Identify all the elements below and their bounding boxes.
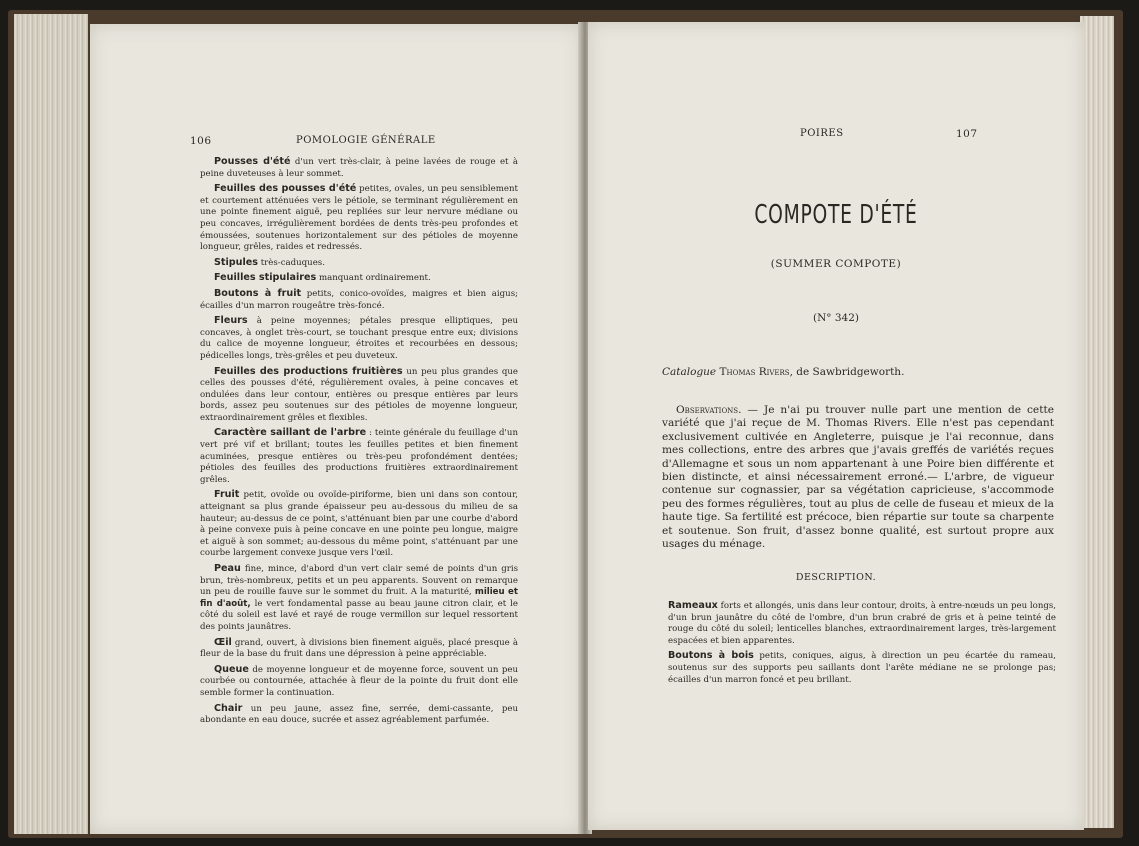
paragraph: Stipules très-caduques.	[214, 256, 325, 268]
paragraph: Boutons à bois petits, coniques, aigus, à direction un peu écartée du rameau, soutenus sur des supports peu saillants dont l'arête médiane ne se prolonge pas; écailles d'un marron foncé et peu brillant.	[668, 650, 1057, 685]
catalogue-reference: Catalogue Thomas Rivers, de Sawbridgeworth.	[662, 366, 905, 378]
right-page	[588, 22, 1084, 830]
paragraph: Caractère saillant de l'arbre : teinte générale du feuillage d'un vert pré vif et brillant; toutes les feuilles petites et bien finement acuminées, presque entières ou très-peu profondément dentées; pétioles des feuilles des productions fruitières extraordinairement grêles.	[200, 427, 518, 485]
variety-title: COMPOTE D'ÉTÉ	[754, 200, 918, 230]
observations-paragraph: Observations. — Je n'ai pu trouver nulle part une mention de cette variété que j'ai reçue de M. Thomas Rivers. Elle n'est pas cependant exclusivement cultivée en Angleterre, puisque je l'ai reconnue, dans mes collections, entre des arbres que j'avais greffés de variétés reçues d'Allemagne et sous un nom appartenant à une Poire bien différente et bien distincte, et ainsi nécessairement erroné.— L'arbre, de vigueur contenue sur cognassier, par sa végétation capricieuse, s'accommode peu des formes régulières, tout au plus de celle de fuseau et mieux de la haute tige. Sa fertilité est précoce, bien répartie sur toute sa charpente et soutenue. Son fruit, d'assez bonne qualité, est surtout propre aux usages du ménage.	[662, 404, 1054, 551]
paragraph: Feuilles stipulaires manquant ordinairement.	[214, 272, 431, 284]
paragraph: Feuilles des pousses d'été petites, ovales, un peu sensiblement et courtement atténuées vers le pétiole, se terminant régulièrement en une pointe finement aiguë, peu repliées sur leur nervure médiane ou peu concaves, irrégulièrement bordées de dents très-peu profondes et émoussées, soutenues horizontalement sur des pétioles de moyenne longueur, grêles, raides et redressés.	[200, 183, 518, 253]
paragraph: Pousses d'été d'un vert très-clair, à peine lavées de rouge et à peine duveteuses à leur sommet.	[200, 156, 518, 179]
description-text	[668, 600, 1056, 689]
description-heading: DESCRIPTION.	[795, 572, 877, 583]
left-body-text	[200, 156, 518, 730]
paragraph: Rameaux forts et allongés, unis dans leur contour, droits, à entre-nœuds un peu longs, d'un brun jaunâtre du côté de l'ombre, d'un brun crabré de gris et à peine teinté de rouge du côté du soleil; lenticelles blanches, extraordinairement larges, très-largement espacées et bien apparentes.	[668, 600, 1056, 646]
variety-number: (N° 342)	[812, 312, 859, 324]
paragraph: Fleurs à peine moyennes; pétales presque elliptiques, peu concaves, à onglet très-court, se touchant presque entre eux; divisions du calice de moyenne longueur, étroites et recourbées en dessous; pédicelles longs, très-grêles et peu duveteux.	[200, 315, 518, 361]
paragraph: Feuilles des productions fruitières un peu plus grandes que celles des pousses d'été, régulièrement ovales, à peine concaves et ondulées dans leur contour, entières ou presque entières par leurs bords, assez peu soutenues sur des pétioles de moyenne longueur, extraordinairement grêles et flexibles.	[200, 365, 519, 423]
paragraph: Peau fine, mince, d'abord d'un vert clair semé de points d'un gris brun, très-nombreux, petits et un peu apparents. Souvent on remarque un peu de rouille fauve sur le sommet du fruit. A la maturité, milieu et fin d'août, le vert fondamental passe au beau jaune citron clair, et le côté du soleil est lavé et rayé de rouge vermillon sur lequel ressortent des points jaunâtres.	[200, 563, 518, 632]
variety-subtitle: (SUMMER COMPOTE)	[770, 258, 902, 270]
paragraph: Queue de moyenne longueur et de moyenne force, souvent un peu courbée ou contournée, attachée à fleur de la pointe du fruit dont elle semble former la continuation.	[200, 663, 518, 698]
page-edges-right	[1080, 16, 1114, 828]
paragraph: Chair un peu jaune, assez fine, serrée, demi-cassante, peu abondante en eau douce, sucrée et assez agréablement parfumée.	[200, 702, 518, 726]
paragraph: Fruit petit, ovoïde ou ovoïde-piriforme, bien uni dans son contour, atteignant sa plus grande épaisseur peu au-dessous du milieu de sa hauteur; au-dessus de ce point, s'atténuant bien par une courbe d'abord à peine convexe puis à peine concave en une pointe peu longue, maigre et aiguë à son sommet; au-dessous du même point, s'atténuant par une courbe largement convexe jusque vers l'œil.	[200, 489, 518, 559]
right-running-head: POIRES	[800, 128, 844, 139]
paragraph: Œil grand, ouvert, à divisions bien finement aiguës, placé presque à fleur de la base du fruit dans une dépression à peine appréciable.	[200, 636, 518, 660]
left-page	[90, 24, 582, 834]
page-edges-left	[14, 14, 88, 834]
left-running-head: POMOLOGIE GÉNÉRALE	[296, 135, 436, 146]
right-page-number: 107	[956, 128, 978, 140]
paragraph: Boutons à fruit petits, conico-ovoïdes, maigres et bien aigus; écailles d'un marron rougeâtre très-foncé.	[200, 287, 518, 311]
left-page-number: 106	[190, 135, 212, 147]
